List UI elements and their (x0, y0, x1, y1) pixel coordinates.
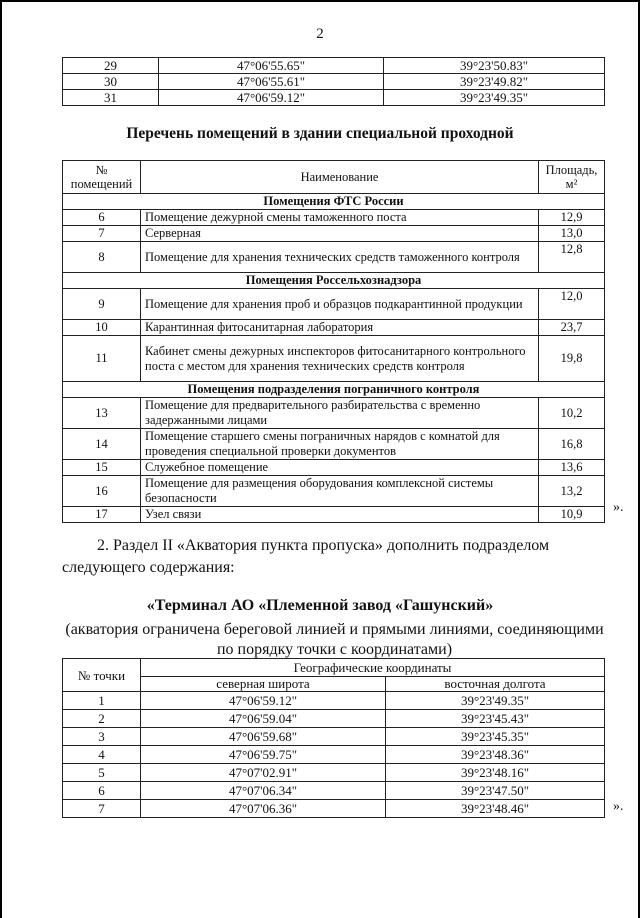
room-area: 19,8 (539, 336, 605, 382)
room-number: 8 (63, 242, 141, 273)
latitude: 47°07'02.91" (141, 764, 386, 782)
room-number: 15 (63, 460, 141, 476)
terminal-title: «Терминал АО «Племенной завод «Гашунский» (146, 597, 494, 614)
table-row (63, 429, 605, 460)
table-row (63, 58, 605, 74)
point-number: 5 (63, 764, 141, 782)
table-row (63, 782, 605, 800)
room-name: Серверная (141, 226, 539, 242)
longitude: 39°23'49.35" (384, 90, 605, 106)
room-number: 14 (63, 429, 141, 460)
room-name: Узел связи (141, 507, 539, 523)
room-name: Помещение для предварительного разбирательства с временно задержанными лицами (141, 398, 539, 429)
coordinates-continuation-table (62, 57, 605, 106)
table-row (63, 710, 605, 728)
table-row (63, 210, 605, 226)
longitude: 39°23'49.82" (384, 74, 605, 90)
table-row (63, 460, 605, 476)
group-row (63, 382, 605, 398)
room-area: 12,9 (539, 210, 605, 226)
latitude: 47°06'59.75" (141, 746, 386, 764)
point-number: 7 (63, 800, 141, 818)
header-area: Площадь, м² (539, 161, 605, 194)
latitude: 47°07'06.36" (141, 800, 386, 818)
table-header-row (63, 161, 605, 194)
closing-quote: ». (613, 500, 624, 515)
rooms-table (62, 160, 605, 523)
group-row (63, 273, 605, 289)
room-area: 10,9 (539, 507, 605, 523)
table-row (63, 764, 605, 782)
table-row (63, 800, 605, 818)
latitude: 47°06'55.61" (159, 74, 384, 90)
table-row (63, 507, 605, 523)
point-number: 3 (63, 728, 141, 746)
latitude: 47°06'59.12" (159, 90, 384, 106)
points-table (62, 658, 605, 818)
room-number: 7 (63, 226, 141, 242)
longitude: 39°23'45.43" (386, 710, 605, 728)
room-name: Помещение дежурной смены таможенного поста (141, 210, 539, 226)
room-name: Помещение старшего смены пограничных нарядов с комнатой для проведения специальной проверки документов (141, 429, 539, 460)
point-number: 29 (63, 58, 159, 74)
point-number: 6 (63, 782, 141, 800)
longitude: 39°23'47.50" (386, 782, 605, 800)
point-number: 2 (63, 710, 141, 728)
header-point-number: № точки (63, 659, 141, 692)
room-area: 12,0 (539, 289, 605, 320)
amendment-paragraph: 2. Раздел II «Акватория пункта пропуска» дополнить подразделом следующего содержания: (62, 537, 550, 576)
rooms-section-title: Перечень помещений в здании специальной проходной (126, 125, 514, 142)
table-row (63, 746, 605, 764)
group-row (63, 194, 605, 210)
page-number: 2 (316, 26, 324, 42)
table-row (63, 728, 605, 746)
terminal-subtitle: (акватория ограничена береговой линией и прямыми линиями, соединяющими по порядку точки с координатами) (65, 621, 604, 658)
room-name: Помещение для хранения проб и образцов подкарантинной продукции (141, 289, 539, 320)
room-number: 6 (63, 210, 141, 226)
header-geo-coordinates: Географические координаты (141, 659, 605, 677)
latitude: 47°06'59.12" (141, 692, 386, 710)
table-row (63, 289, 605, 320)
latitude: 47°06'59.04" (141, 710, 386, 728)
room-number: 11 (63, 336, 141, 382)
closing-quote: ». (613, 799, 624, 814)
longitude: 39°23'48.36" (386, 746, 605, 764)
room-area: 13,6 (539, 460, 605, 476)
document-page (2, 2, 638, 918)
table-row (63, 476, 605, 507)
point-number: 30 (63, 74, 159, 90)
room-area: 16,8 (539, 429, 605, 460)
room-name: Кабинет смены дежурных инспекторов фитосанитарного контрольного поста с местом для хранения технических средств контроля (141, 336, 539, 382)
room-area: 10,2 (539, 398, 605, 429)
header-longitude: восточная долгота (386, 677, 605, 692)
table-subheader-row (63, 677, 605, 692)
header-latitude: северная широта (141, 677, 386, 692)
table-row (63, 398, 605, 429)
room-number: 9 (63, 289, 141, 320)
group-label: Помещения Россельхознадзора (63, 273, 605, 289)
table-row (63, 226, 605, 242)
longitude: 39°23'48.46" (386, 800, 605, 818)
group-label: Помещения ФТС России (63, 194, 605, 210)
room-name: Помещение для размещения оборудования комплексной системы безопасности (141, 476, 539, 507)
room-number: 17 (63, 507, 141, 523)
group-label: Помещения подразделения пограничного контроля (63, 382, 605, 398)
table-row (63, 320, 605, 336)
room-number: 13 (63, 398, 141, 429)
latitude: 47°07'06.34" (141, 782, 386, 800)
longitude: 39°23'48.16" (386, 764, 605, 782)
table-row (63, 242, 605, 273)
room-area: 23,7 (539, 320, 605, 336)
point-number: 4 (63, 746, 141, 764)
room-area: 12,8 (539, 242, 605, 273)
table-row (63, 336, 605, 382)
table-row (63, 90, 605, 106)
latitude: 47°06'55.65" (159, 58, 384, 74)
room-number: 10 (63, 320, 141, 336)
longitude: 39°23'49.35" (386, 692, 605, 710)
room-name: Помещение для хранения технических средств таможенного контроля (141, 242, 539, 273)
longitude: 39°23'45.35" (386, 728, 605, 746)
room-area: 13,2 (539, 476, 605, 507)
table-row (63, 692, 605, 710)
room-name: Служебное помещение (141, 460, 539, 476)
room-area: 13,0 (539, 226, 605, 242)
header-room-number: № помещений (63, 161, 141, 194)
point-number: 31 (63, 90, 159, 106)
latitude: 47°06'59.68" (141, 728, 386, 746)
header-name: Наименование (141, 161, 539, 194)
point-number: 1 (63, 692, 141, 710)
longitude: 39°23'50.83" (384, 58, 605, 74)
room-number: 16 (63, 476, 141, 507)
table-header-row (63, 659, 605, 677)
table-row (63, 74, 605, 90)
room-name: Карантинная фитосанитарная лаборатория (141, 320, 539, 336)
